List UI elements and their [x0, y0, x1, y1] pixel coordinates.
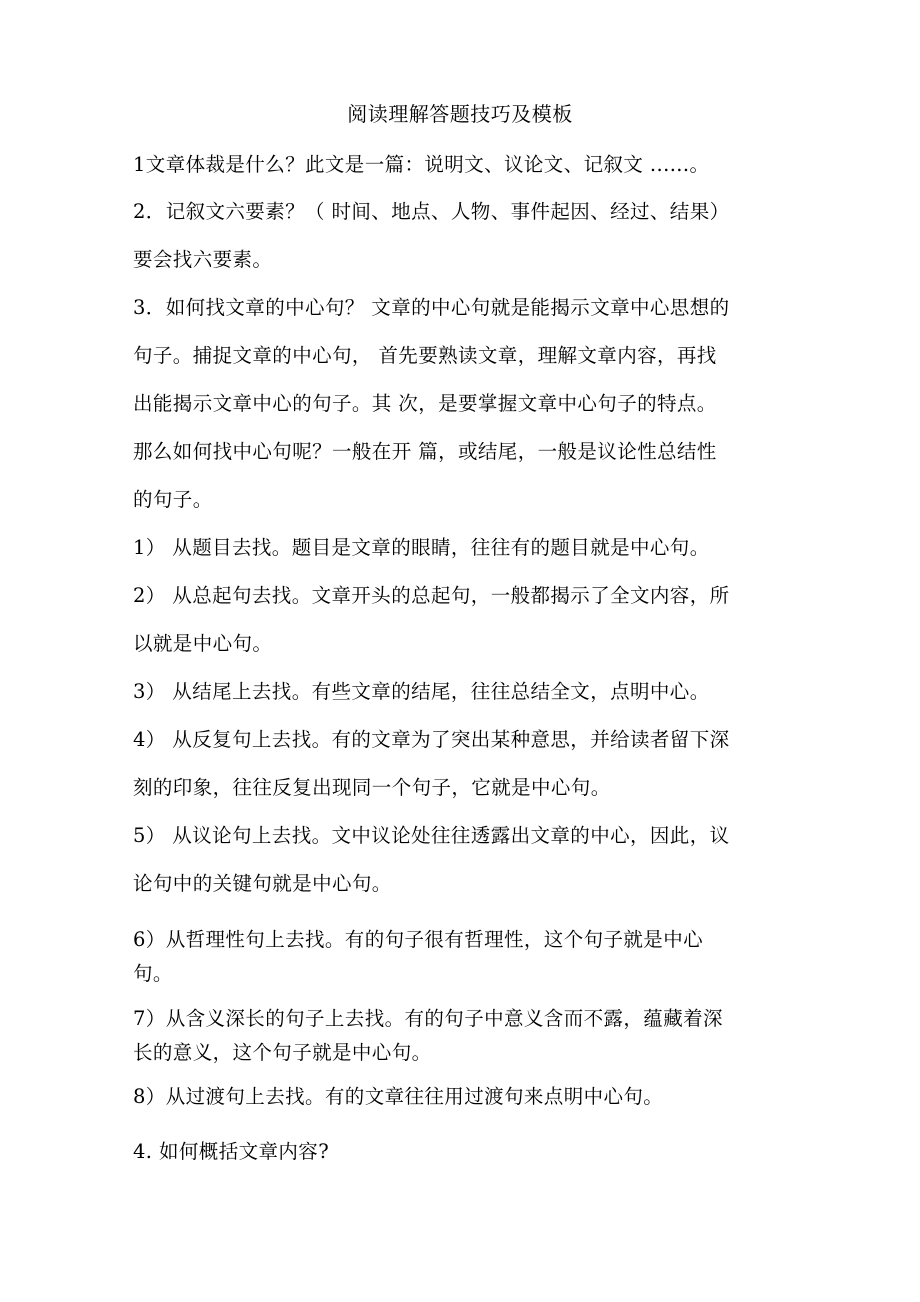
paragraph-line: 5） 从议论句上去找。文中议论处往往透露出文章的中心，因此，议 — [133, 824, 730, 847]
paragraph-line: 3．如何找文章的中心句？ 文章的中心句就是能揭示文章中心思想的 — [133, 296, 730, 319]
paragraph-line: 论句中的关键句就是中心句。 — [133, 872, 392, 895]
paragraph-line: 长的意义，这个句子就是中心句。 — [133, 1041, 432, 1064]
list-item-1 — [133, 524, 793, 572]
paragraph-line: 的句子。 — [133, 488, 213, 511]
list-item-5 — [133, 812, 793, 908]
paragraph-line: 刻的印象，往往反复出现同一个句子，它就是中心句。 — [133, 776, 611, 799]
section-heading-summarize — [133, 1128, 793, 1176]
paragraph-line: 4） 从反复句上去找。有的文章为了突出某种意思，并给读者留下深 — [133, 728, 730, 751]
paragraph-line: 那么如何找中心句呢？一般在开 篇，或结尾，一般是议论性总结性 — [133, 440, 717, 463]
paragraph-line: 3） 从结尾上去找。有些文章的结尾，往往总结全文，点明中心。 — [133, 680, 710, 703]
paragraph-line: 以就是中心句。 — [133, 632, 273, 655]
paragraph-line: 4. 如何概括文章内容? — [133, 1140, 330, 1163]
paragraph-genre — [133, 141, 793, 189]
paragraph-line: 句子。捕捉文章的中心句， 首先要熟读文章，理解文章内容，再找 — [133, 344, 717, 367]
list-item-4 — [133, 716, 793, 812]
list-item-3 — [133, 668, 793, 716]
paragraph-line: 出能揭示文章中心的句子。其 次，是要掌握文章中心句子的特点。 — [133, 392, 717, 415]
paragraph-line: 1） 从题目去找。题目是文章的眼睛，往往有的题目就是中心句。 — [133, 536, 710, 559]
list-item-7 — [133, 1002, 793, 1070]
paragraph-line: 2．记叙文六要素？（ 时间、地点、人物、事件起因、经过、结果） — [133, 200, 730, 223]
paragraph-line: 1文章体裁是什么？此文是一篇：说明文、议论文、记叙文 ......。 — [133, 153, 710, 176]
list-item-6 — [133, 923, 793, 991]
paragraph-line: 2） 从总起句去找。文章开头的总起句，一般都揭示了全文内容，所 — [133, 584, 730, 607]
document-title: 阅读理解答题技巧及模板 — [347, 102, 573, 126]
paragraph-central-sentence — [133, 284, 793, 524]
paragraph-line: 要会找六要素。 — [133, 248, 273, 271]
paragraph-six-elements — [133, 188, 793, 284]
list-item-2 — [133, 572, 793, 668]
paragraph-line: 8）从过渡句上去找。有的文章往往用过渡句来点明中心句。 — [133, 1085, 664, 1108]
paragraph-line: 句。 — [133, 962, 173, 985]
list-item-8 — [133, 1073, 793, 1121]
paragraph-line: 6）从哲理性句上去找。有的句子很有哲理性，这个句子就是中心 — [133, 928, 704, 951]
paragraph-line: 7）从含义深长的句子上去找。有的句子中意义含而不露，蕴藏着深 — [133, 1007, 723, 1030]
